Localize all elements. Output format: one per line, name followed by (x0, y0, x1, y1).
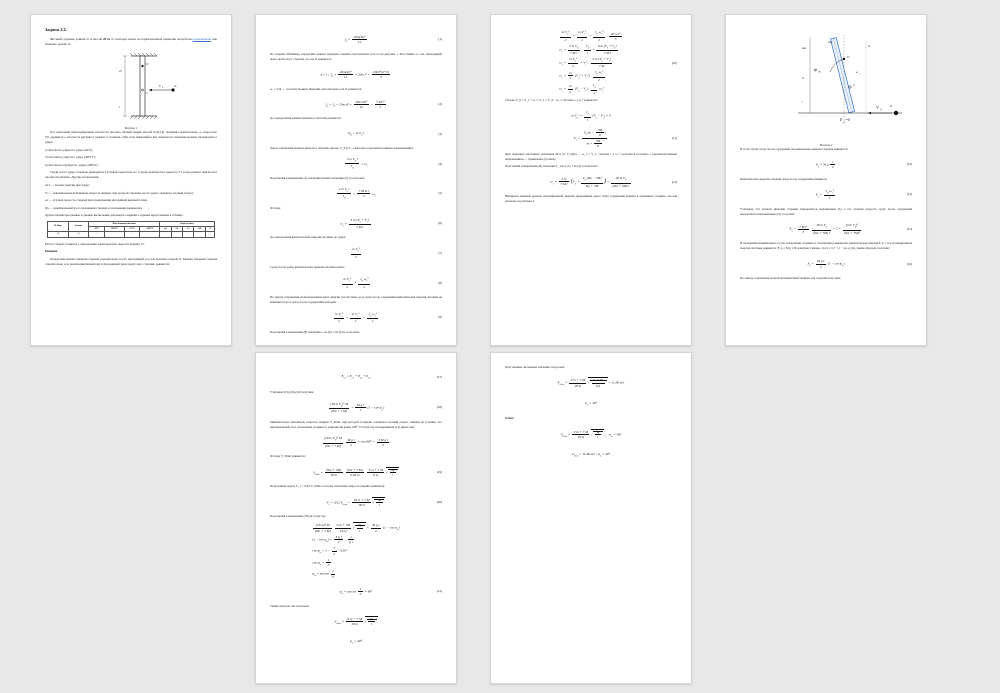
formula: $V_1$ = $V_0$ (m − $\frac{7M}{9}$ ) m + $\frac{7M}{9}$ (11) (573, 128, 677, 148)
formula: $\omega_1$ = $\frac{3 m}{\text{7 M l}}$ ($V_0$ + $\frac{V_0 (9m - 7M)}{9m + 7M}$ ) = $\frac{18 m V_0}{(9m + 7M) l}$ (12) (550, 176, 677, 188)
formula: $V_0 = 0,92$ $V_{0min}$ = $\frac{18 m + 7 M}{18 m}$ √ $\frac{3g}{l}$ (20) (326, 497, 442, 507)
formula: $\frac{2 m V_0 l}{J_O}$ = $\frac{\text{7 M m l}}{3}$ $\omega_1$ (5) (338, 186, 442, 200)
paragraph: Жесткий стержень длиной 4·l и массой 20·m, от свободно может на горизонтальной прямолин опорой как подвешенный, как показано задачи. Jz. (45, 37, 217, 46)
formula-number: (8) (438, 280, 442, 285)
formula: $V_{0min}$ = $\frac{(9m + 7M)}{18 m}$ $\frac{(9m + 7 M)}{2,28 m}$ $\frac{3 m + 7 M}{9 m}$ √ $\frac{3g}{l}$ (19) (313, 467, 442, 478)
page-6 (490, 352, 692, 684)
formula-number: (21) (436, 589, 442, 594)
paragraph: Ось крепления перпендикулярна плоскости рисунка. Малый шарик массой m·(0,1)n, летящий горизонтально со скоростью V0, ударяется о плоскость рисунка и ударяет в стержень. При этом имеющийся вне энергии на стержнем момент производить в ударе: (45, 130, 217, 144)
paragraph: Учитывая, что момент инерции стержня определяется выражением (2), а его угловая скорость сразу после соударения определяется выражением (12), получим: (740, 206, 912, 216)
paragraph: Отсюда: (270, 205, 281, 210)
formula-number: (12) (671, 179, 677, 184)
formula-number: (1) (438, 37, 442, 42)
paragraph: б) абсолютно упругого удара (АНУУ); (45, 155, 96, 160)
page-title: Задача 2.1. (45, 27, 68, 32)
paragraph: в) абсолютно неупругого удара (АНУУ). (45, 162, 99, 167)
variants-table (47, 221, 215, 237)
table-cell: + (104, 232, 124, 237)
formula-number: (9) (438, 315, 442, 320)
table-header-cell: Определить (160, 222, 215, 227)
paragraph: Так как V_0 = V_1 + ω₁·l, V_1 = V_0 − ω₁·l, система J_z ω₁² равняется: (505, 98, 598, 103)
formula-number: (14) (906, 192, 912, 197)
formula: $V_{0min} = 11,48$ м/с ; $\varphi_m = 48^\circ$ (571, 452, 611, 458)
table-header-cell: № Вар. (48, 222, 69, 232)
paragraph: При заданных численных значениях M и m: V_0(m) → ω_1 = V_1, система J_z ω₁², получится поэтапно с противоположным направлением — правильное (точное). (505, 151, 677, 161)
formula: $\omega_1$ = $\frac{3 m (V_0 + V_1)}{\text{7 M l}}$ (6) (340, 217, 442, 230)
paragraph: По теореме Штейнера определим момент инерции стержня относительно оси O, на рисунке 1. Расстояние от оси, проходящей через центр масс стержня, до оси O равняется: (270, 51, 442, 61)
svg-text:=0: =0 (845, 118, 850, 122)
table-header-cell: АНУУ (104, 227, 124, 232)
svg-text:C: C (853, 83, 856, 87)
formula: $V_{0min}$ = $\frac{9 m + 7 M}{18 m}$ √ $\frac{3 \cdot 9,81}{0,4}$ = 11,48 м/с (557, 378, 625, 388)
formula-number: (16) (906, 261, 912, 266)
formula: $\varphi_m = 48^\circ$ (584, 400, 598, 407)
svg-text:C: C (146, 91, 149, 95)
table-header-cell: Δ (206, 227, 215, 232)
svg-text:l: l (119, 105, 120, 109)
table-cell: - (89, 232, 105, 237)
paragraph: Подставляя в выражение (4) значения момента инерции (2) и получаем: (270, 175, 365, 180)
formula: $E_p$ = $\frac{\text{M g l}}{2}$ $(1 - \cos \varphi_m)$ (16) (807, 259, 912, 269)
paragraph: Подставляя в выражение (18) её тогда так: (270, 513, 326, 518)
svg-text:0: 0 (162, 87, 164, 89)
figure-caption: Рисунок 2 (819, 143, 833, 147)
paragraph: ωс — угловая скорость стержня при превращении им крайней верхней точки; (45, 198, 148, 203)
formula: $\varphi_m = 48^\circ$ (349, 639, 363, 646)
section-heading: Решение. (45, 249, 58, 254)
paragraph: Полученная задача V_1 = 0,92·V_0min, поэтому начальная скорость шарика равняется: (270, 484, 385, 489)
formula: $E_k$ = $\frac{\text{7 M l²}}{3}$ $\frac{18 m V_0}{(9m + 7M) l}$ ÷ 2 = $\frac{(9 m V_0)^2}{\text{(9m + 7M)²}}$ (15) (789, 223, 912, 235)
paragraph: Таким образом, мы получаем: (270, 603, 310, 608)
formula: $\frac{m V_1^2}{2}$ + $\frac{J_O \omega_1^2}{2}$ (8) (343, 277, 442, 289)
paragraph: Подставляем численные значения, получаем: (505, 365, 565, 369)
table-header-cell: Vc (183, 227, 194, 232)
formula: $E_k$ = $\frac{J_O \omega_1^2}{2}$ (14) (815, 188, 912, 201)
page-1 (30, 14, 232, 346)
svg-text:E: E (840, 118, 843, 122)
paragraph: Δ12 — потери энергии при ударе; (45, 182, 90, 187)
svg-text:2l: 2l (802, 77, 805, 80)
paragraph: Среди тел/за ударе стержень приходится в угловой скоростью ω1, в ударе приобретает скорость V1 и продолжает двигаться в плоскости рисунка. Другие обозначения: (45, 170, 217, 180)
table-header-cell: АУУ (89, 227, 105, 232)
paragraph: Отсюда V_0min равняется: (270, 454, 306, 459)
paragraph: Подставляя в выражение (8) значения ω₁ из (6), J из (2) и, получаем: (270, 329, 360, 334)
table-cell: 16 (48, 232, 69, 237)
svg-text:l: l (802, 101, 803, 104)
table-cell: + (194, 232, 206, 237)
svg-text:O: O (146, 62, 149, 66)
table-header-cell: Задача (69, 222, 89, 232)
formula-number: (3) (438, 131, 442, 136)
formula-number: (20) (436, 499, 442, 504)
formula: $Q_O = m$ $V_0$ l (3) (347, 130, 442, 137)
formula-number: (7) (438, 250, 442, 255)
formula: $J_O = J_C + 20m\cdot d^2$ = $\frac{\text{20m·16l²}}{12}$ + $\frac{\text{7 M l²}}{3}$ (2) (325, 99, 442, 109)
svg-text:0: 0 (880, 108, 882, 112)
paragraph: По закону сохранения полной механической энергии для стержня получаем: (740, 276, 841, 281)
svg-text:O: O (847, 55, 850, 59)
table-cell: 2.1 (69, 232, 89, 237)
formula-number: (11) (671, 136, 677, 141)
formula-number: (19) (436, 469, 442, 474)
paragraph: В этом случае сразу после соударения потенциальная энергия стержня равняется: (740, 147, 848, 151)
paragraph: Сразу после удара кинетическая энергия системы равна: (270, 265, 345, 270)
svg-text:2l: 2l (119, 69, 122, 73)
formula-number: (2) (438, 101, 442, 106)
formula: $\frac{m V_0^2}{2}$ (7) (352, 247, 442, 259)
formula: $\frac{\text{(18 m)² M}}{(9m + 7 M)}$ $\frac{9 m + 7M}{18 m}$ √ $\frac{3g}{l}$ = $\frac{\text{M g l}}{2}$ $(1 - \cos \varphi_m)$ $(1 - \cos \varphi_m)$ = $\frac{\text{3 g l}}{2}$ · $\frac{1}{\text{g l}}$ $\cos \varphi_m = 1$ − $\frac{3}{2}$ · 0,92² $\cos \varphi_m$ = $\frac{1}{3}$ $\varphi_m = \arccos$ $\frac{1}{3}$ (312, 523, 400, 579)
paragraph: До определения кинетической энергии системы до удара: (270, 235, 346, 240)
table-cell: + (183, 232, 194, 237)
paragraph: Расчет следует начинать с определения характеристик скорости шарика Vс. (45, 241, 145, 246)
svg-text:1: 1 (859, 73, 860, 76)
page-4 (725, 14, 927, 346)
svg-text:m: m (890, 104, 893, 108)
table-cell: + (160, 232, 172, 237)
svg-text:m: m (174, 84, 177, 88)
table-header-cell: ω1 (160, 227, 172, 232)
table-cell: + (206, 232, 215, 237)
svg-text:ω: ω (856, 71, 858, 74)
svg-text:max: max (828, 41, 833, 44)
formula: $\frac{2 m V_0 l}{J_O}$ = $\omega_1$ (4) (346, 156, 442, 171)
svg-text:V: V (876, 105, 879, 110)
figure-caption: Рисунок 1 (124, 126, 138, 130)
svg-text:V: V (159, 84, 162, 88)
page-2 (255, 14, 457, 346)
formula-number: (18) (436, 405, 442, 410)
paragraph: a) абсолютно упругого удара (АУУ); (45, 147, 93, 152)
page-3 (490, 14, 692, 346)
table-header-cell: Вид взаимодействия (89, 222, 160, 227)
formula: $V_{0min}$ = $\frac{9 m + 7 M}{18 m}$ √ $\frac{3g}{l}$ ; $\varphi_m = 48^\circ$ (560, 429, 622, 439)
formula-number: (17) (436, 375, 442, 380)
formula-number: (6) (438, 221, 442, 226)
table-header-cell: ΔЕ (194, 227, 206, 232)
svg-text:p: p (843, 120, 845, 124)
svg-text:max: max (802, 47, 807, 50)
inline-link[interactable]: подвешенный (192, 37, 211, 41)
table-row (48, 232, 215, 237)
paragraph: Подставляя в выражение (6) значения V_1 из (11), J из (2) и получаем: (505, 164, 598, 169)
formula-system: $\frac{m V_0^2}{2}$ = $\frac{m V_1^2}{2}$ + $\frac{J_O \omega_1^2}{2}$ , $\frac{\text{20 m l²}}{3}$ $\omega_1$ = $\frac{3 m V_0}{\text{7 M l}}$ , $\frac{V_0}{l}$ = $\frac{9 m (V_0 + V_1)}{\text{7 M l}}$ $\omega_1$ = $\frac{m V_0^2}{2}$ + $V_1^2$ , $\frac{3 m (V_0 + V_1)}{7 M}$ $\omega_1$ = $\frac{m}{2}$ $(V_0^2 + V_1^2)$ , $\frac{J_O \omega_1^2}{2}$ $\omega_1$ = $\frac{m}{2}$ $(V_0 - V_1)$ , $\frac{J_O}{2}$ $\omega_1^2$ (10) (559, 30, 677, 95)
svg-text:4l: 4l (868, 45, 871, 48)
paragraph: Другие параметры данные и данные вычисления для каждого варианта задания представлены в таблице. (45, 213, 184, 218)
formula: $E_p = M$ g $\frac{l}{2}$ (13) (815, 159, 912, 170)
formula: $\frac{(18 m V_0)^2 M}{(9m + 7 M)}$ = $\frac{\text{M g l}}{2}$ $(1 - \cos \varphi_m)$ (18) (330, 401, 442, 414)
table-cell: - (140, 232, 160, 237)
paragraph: Vc — максимальная мгновенная скорость шарика, при которой стержень после удара совершает полный оборот; (45, 190, 194, 195)
paragraph: Учитывая (15),(16),(16) получим: (270, 389, 314, 394)
paragraph: Определим момент инерции стержня относительно оси O, проходящей ось, как показано опорой Jz. Момент инерции стержня относительно оси, перпендикулярной ему и проходящей через центр масс стержня, равняется: (45, 256, 217, 266)
formula-number: (13) (906, 162, 912, 167)
table-cell: + (171, 232, 183, 237)
paragraph: ω₁ = d/dt ... , поэтому момент инерции относительно оси O равняется: (270, 86, 362, 91)
page-5 (255, 352, 457, 684)
svg-text:φ: φ (814, 68, 817, 73)
paragraph: Qx — максимальный угол отклонения стержня от положения равновесия. (45, 205, 143, 210)
table-header-cell: V1 (171, 227, 183, 232)
formula-number: (4) (438, 161, 442, 166)
paragraph: До определения момент импульса системы равняется: (270, 116, 342, 121)
section-heading: Ответ: (505, 416, 515, 421)
paragraph: По закону сохранения полной механической энергии для системы до и сразу после соударения (кинетическая энергия системы не изменяется до и сразу после соударения) находим: (270, 295, 442, 305)
paragraph: Выбираем нужный уровень потенциальной энергии проводящем через точку соударения шарика в оказавшем стержне, так как показано на рисунке 2. (505, 194, 677, 203)
formula-number: (5) (438, 191, 442, 196)
figure-beam (45, 50, 217, 124)
formula: m $V_0$ l = $\frac{J_O}{l}$ $(V_0 - V_1) = 0$ (571, 110, 611, 122)
formula-number: (15) (906, 226, 912, 231)
formula: $\frac{m V_0^2}{2}$ = $\frac{m V_1^2}{2}$ + $\frac{J_O \omega_1^2}{2}$ (9) (335, 311, 442, 324)
paragraph: Минимальную начальную скорость шарика V_0min, при которой стержень совершает полный оборот, найдём из условия, что максимальный угол отклонения стержня от равновесия равен 180°. И тогда спустя выражения (12) имеет вид: (270, 419, 442, 429)
table-cell: - (124, 232, 140, 237)
svg-text:m: m (818, 70, 821, 74)
paragraph: В положении максимального угла отклонения стержня от положения равновесия, кинетическая энергия E_k = 0 и потенциальная энергия системы равняется: E_p = M g l. Из рисунка 2 видно, что h = l/2 · (1 − cos φ_m), таким образом, получим: (740, 241, 912, 251)
formula-number: (10) (671, 60, 677, 65)
formula: $\frac{(18 m V_0)^2 M}{(9m + 7 M)}$ $\frac{\text{M g l}}{2}$ ÷ cos180° = $\frac{\text{3 M g l}}{2}$ (324, 436, 388, 448)
paragraph: Кинетическая энергия стержня сразу после соударения равняется: (740, 176, 828, 181)
formula: $J_C$ = $\frac{\text{20m(4l)²}}{12}$ (1) (344, 34, 442, 45)
formula: $E_{k1} = E_{p1} + E_{p2} + E_{k2}$ (17) (341, 374, 442, 381)
table-header-cell: АУУ (124, 227, 140, 232)
figure-impact-diagram (740, 29, 912, 141)
table-header-cell: АНУУ (140, 227, 160, 232)
formula: $\varphi_m = \arccos$ $\frac{1}{3}$ = 48° (21) (339, 586, 442, 597)
paragraph: Закон сохранения момент импульса системы (проек. V_0 и V_1 векторы в противоположных направлениях): (270, 146, 414, 151)
formula: $V_{0min}$ = $\frac{9 m + 7 M}{18 m}$ √ $\frac{3g}{l}$ (270, 612, 442, 630)
formula: d = l ; $J_O$ = $\frac{\text{20m(4l)²}}{12}$ + 20m l² = $\frac{\text{20ml²(4+3)}}{3}$ (320, 69, 389, 79)
